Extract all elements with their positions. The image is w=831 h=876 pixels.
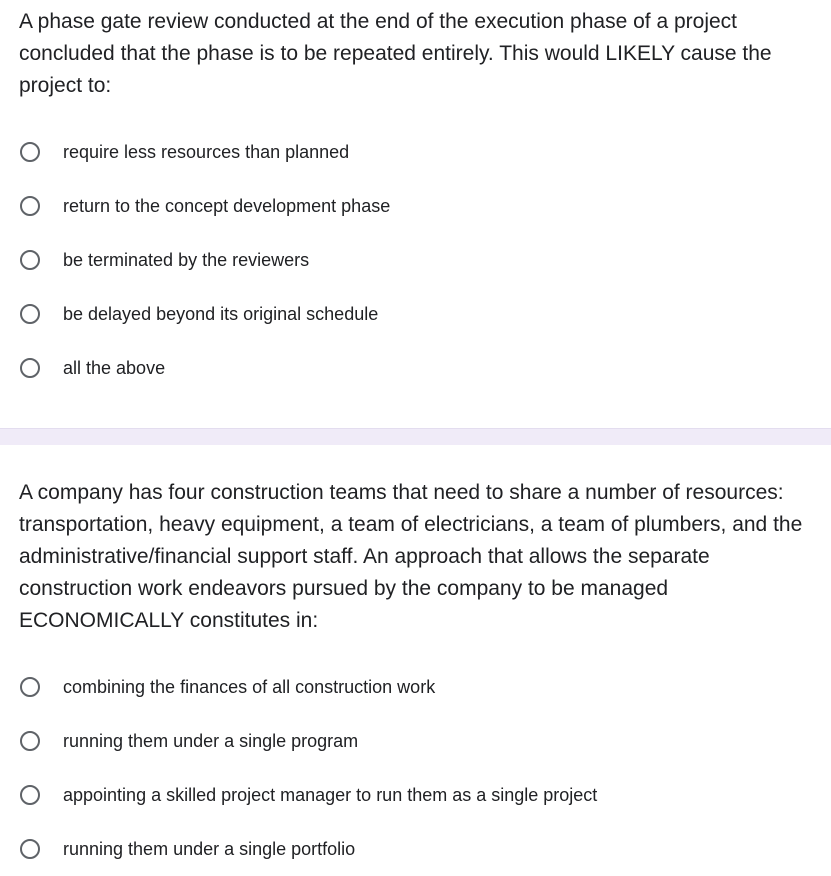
option-label: be delayed beyond its original schedule — [63, 303, 379, 324]
options-list — [0, 125, 831, 395]
radio-option[interactable] — [0, 233, 831, 287]
radio-button-icon[interactable] — [20, 839, 40, 859]
radio-option[interactable] — [0, 125, 831, 179]
radio-button-icon[interactable] — [20, 304, 40, 324]
option-label: be terminated by the reviewers — [63, 249, 310, 270]
option-label: combining the finances of all construction work — [63, 676, 436, 697]
radio-button-icon[interactable] — [20, 196, 40, 216]
radio-button-icon[interactable] — [20, 358, 40, 378]
option-label: all the above — [63, 357, 166, 378]
radio-option[interactable] — [0, 768, 831, 822]
option-label: appointing a skilled project manager to run them as a single project — [63, 784, 598, 805]
radio-option[interactable] — [0, 179, 831, 233]
option-label: return to the concept development phase — [63, 195, 391, 216]
radio-button-icon[interactable] — [20, 785, 40, 805]
radio-option[interactable] — [0, 287, 831, 341]
question-text: A phase gate review conducted at the end of the execution phase of a project concluded that the phase is to be repeated entirely. This would LIKELY cause the project to: — [19, 10, 772, 97]
radio-button-icon[interactable] — [20, 142, 40, 162]
question-card-1 — [0, 0, 831, 428]
radio-option[interactable] — [0, 660, 831, 714]
radio-option[interactable] — [0, 822, 831, 876]
radio-button-icon[interactable] — [20, 250, 40, 270]
section-separator — [0, 428, 831, 445]
option-label: running them under a single portfolio — [63, 838, 356, 859]
radio-button-icon[interactable] — [20, 677, 40, 697]
option-label: running them under a single program — [63, 730, 359, 751]
radio-option[interactable] — [0, 341, 831, 395]
radio-option[interactable] — [0, 714, 831, 768]
question-card-2 — [0, 445, 831, 872]
option-label: require less resources than planned — [63, 141, 350, 162]
question-text: A company has four construction teams that need to share a number of resources: transportation, heavy equipment, a team of electricians, a team of plumbers, and the administrative/financial support staff. An approach that allows the separate construction work endeavors pursued by the company to be managed ECONOMICALLY constitutes in: — [19, 481, 803, 632]
radio-button-icon[interactable] — [20, 731, 40, 751]
options-list — [0, 660, 831, 876]
